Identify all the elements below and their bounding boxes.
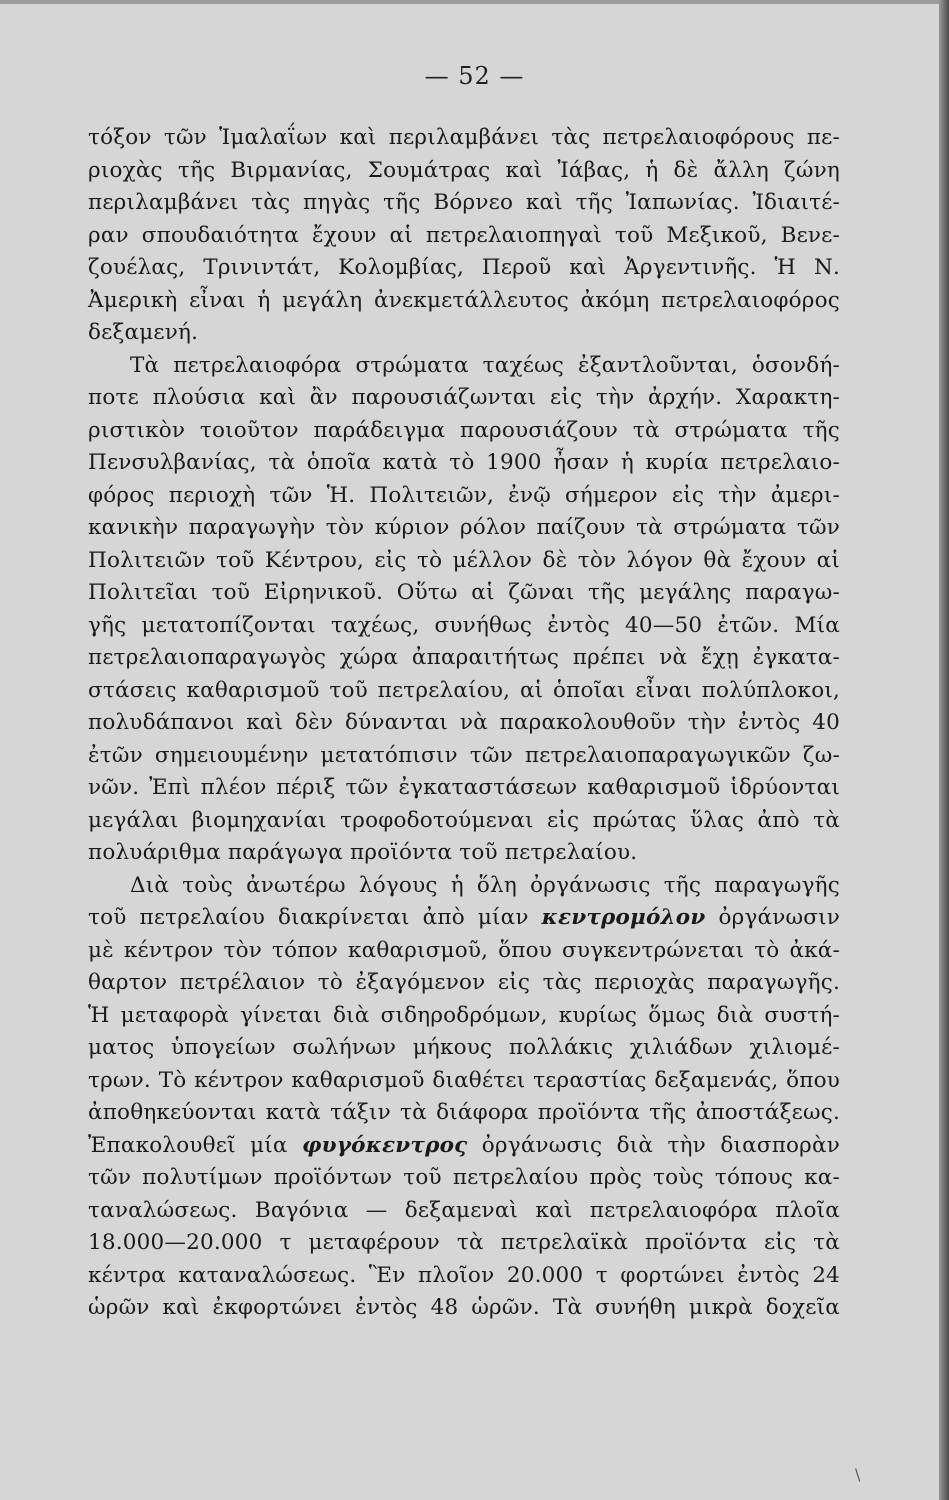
text-segment: Ἐπακολουθεῖ μία — [88, 1132, 288, 1158]
text-line: 18.000—20.000 τ μεταφέρουν τὰ πετρελαϊκὰ προϊόντα εἰς τὰ — [88, 1230, 840, 1255]
text-line: θαρτον πετρέλαιον τὸ ἐξαγόμενον εἰς τὰς περιοχὰς παραγωγῆς. — [88, 970, 840, 995]
text-line: στάσεις καθαρισμοῦ τοῦ πετρελαίου, αἱ ὁποῖαι εἶναι πολύπλοκοι, — [88, 677, 840, 703]
text-line: γῆς μετατοπίζονται ταχέως, συνήθως ἐντὸς 40—50 ἐτῶν. Μία — [88, 612, 840, 638]
emphasized-term: φυγόκεντρος — [302, 1132, 468, 1158]
text-line: ἐτῶν σημειουμένην μετατόπισιν τῶν πετρελαιοπαραγωγικῶν ζω- — [88, 742, 840, 768]
text-line: δεξαμενή. — [88, 320, 199, 345]
text-line: ραν σπουδαιότητα ἔχουν αἱ πετρελαιοπηγαὶ τοῦ Μεξικοῦ, Βενε- — [88, 222, 840, 248]
text-line: φόρος περιοχὴ τῶν Ἡ. Πολιτειῶν, ἐνῷ σήμερον εἰς τὴν ἀμερι- — [88, 482, 840, 508]
text-line: ποτε πλούσια καὶ ἂν παρουσιάζωνται εἰς τὴν ἀρχήν. Χαρακτη- — [88, 385, 840, 410]
text-line: μὲ κέντρον τὸν τόπον καθαρισμοῦ, ὅπου συγκεντρώνεται τὸ ἀκά- — [88, 937, 840, 963]
text-line: ταναλώσεως. Βαγόνια — δεξαμεναὶ καὶ πετρελαιοφόρα πλοῖα — [88, 1197, 840, 1223]
text-line: πετρελαιοπαραγωγὸς χώρα ἀπαραιτήτως πρέπει νὰ ἔχῃ ἐγκατα- — [88, 645, 840, 670]
emphasized-term: κεντρομόλον — [541, 905, 706, 930]
text-line: ριστικὸν τοιοῦτον παράδειγμα παρουσιάζουν τὰ στρώματα τῆς — [88, 417, 840, 443]
text-line: ματος ὑπογείων σωλήνων μήκους πολλάκις χιλιάδων χιλιομέ- — [88, 1035, 840, 1060]
text-segment: τοῦ πετρελαίου διακρίνεται ἀπὸ μίαν — [88, 905, 529, 930]
text-line: ζουέλας, Τρινιντάτ, Κολομβίας, Περοῦ καὶ Ἀργεντινῆς. Ἡ Ν. — [88, 255, 840, 280]
page-number: — 52 — — [424, 62, 525, 90]
scan-mark: \ — [855, 1465, 861, 1484]
text-line: ὡρῶν καὶ ἐκφορτώνει ἐντὸς 48 ὡρῶν. Τὰ συνήθη μικρὰ δοχεῖα — [88, 1295, 840, 1320]
text-line: Πολιτειῶν τοῦ Κέντρου, εἰς τὸ μέλλον δὲ τὸν λόγον θὰ ἔχουν αἱ — [88, 547, 840, 573]
text-line — [88, 1130, 840, 1163]
page-binding-edge — [939, 0, 949, 1500]
text-line: πολυάριθμα παράγωγα προϊόντα τοῦ πετρελαίου. — [88, 840, 638, 865]
text-line: νῶν. Ἐπὶ πλέον πέριξ τῶν ἐγκαταστάσεων καθαρισμοῦ ἱδρύονται — [88, 775, 840, 800]
text-segment: ὀργάνωσις διὰ τὴν διασπορὰν — [481, 1132, 840, 1158]
text-line: Ἡ μεταφορὰ γίνεται διὰ σιδηροδρόμων, κυρίως ὅμως διὰ συστή- — [88, 1002, 840, 1028]
text-line: Πολιτεῖαι τοῦ Εἰρηνικοῦ. Οὕτω αἱ ζῶναι τῆς μεγάλης παραγω- — [88, 580, 840, 605]
text-line: πολυδάπανοι καὶ δὲν δύνανται νὰ παρακολουθοῦν τὴν ἐντὸς 40 — [88, 710, 840, 735]
text-line: μεγάλαι βιομηχανίαι τροφοδοτούμεναι εἰς πρώτας ὕλας ἀπὸ τὰ — [88, 807, 840, 833]
text-line: Τὰ πετρελαιοφόρα στρώματα ταχέως ἐξαντλοῦνται, ὁσονδή- — [130, 352, 840, 378]
text-line: ἀποθηκεύονται κατὰ τάξιν τὰ διάφορα προϊόντα τῆς ἀποστάξεως. — [88, 1100, 840, 1125]
text-line: Ἀμερικὴ εἶναι ἡ μεγάλη ἀνεκμετάλλευτος ἀκόμη πετρελαιοφόρος — [88, 287, 840, 313]
text-segment: ὀργάνωσιν — [718, 905, 840, 930]
text-line: κανικὴν παραγωγὴν τὸν κύριον ρόλον παίζουν τὰ στρώματα τῶν — [88, 515, 840, 540]
text-line: τρων. Τὸ κέντρον καθαρισμοῦ διαθέτει τεραστίας δεξαμενάς, ὅπου — [88, 1067, 840, 1093]
text-line: τῶν πολυτίμων προϊόντων τοῦ πετρελαίου πρὸς τοὺς τόπους κα- — [88, 1165, 840, 1190]
text-line: τόξον τῶν Ἱμαλαΐων καὶ περιλαμβάνει τὰς πετρελαιοφόρους πε- — [88, 125, 840, 150]
text-line: περιλαμβάνει τὰς πηγὰς τῆς Βόρνεο καὶ τῆς Ἰαπωνίας. Ἰδιαιτέ- — [88, 190, 840, 215]
text-line: ριοχὰς τῆς Βιρμανίας, Σουμάτρας καὶ Ἰάβας, ἡ δὲ ἄλλη ζώνη — [88, 157, 840, 183]
body-text — [88, 122, 840, 1325]
text-line: κέντρα καταναλώσεως. Ἓν πλοῖον 20.000 τ φορτώνει ἐντὸς 24 — [88, 1262, 840, 1288]
text-line — [88, 902, 840, 935]
text-line: Διὰ τοὺς ἀνωτέρω λόγους ἡ ὅλη ὀργάνωσις τῆς παραγωγῆς — [130, 872, 840, 898]
text-line: Πενσυλβανίας, τὰ ὁποῖα κατὰ τὸ 1900 ἦσαν ἡ κυρία πετρελαιο- — [88, 450, 840, 475]
